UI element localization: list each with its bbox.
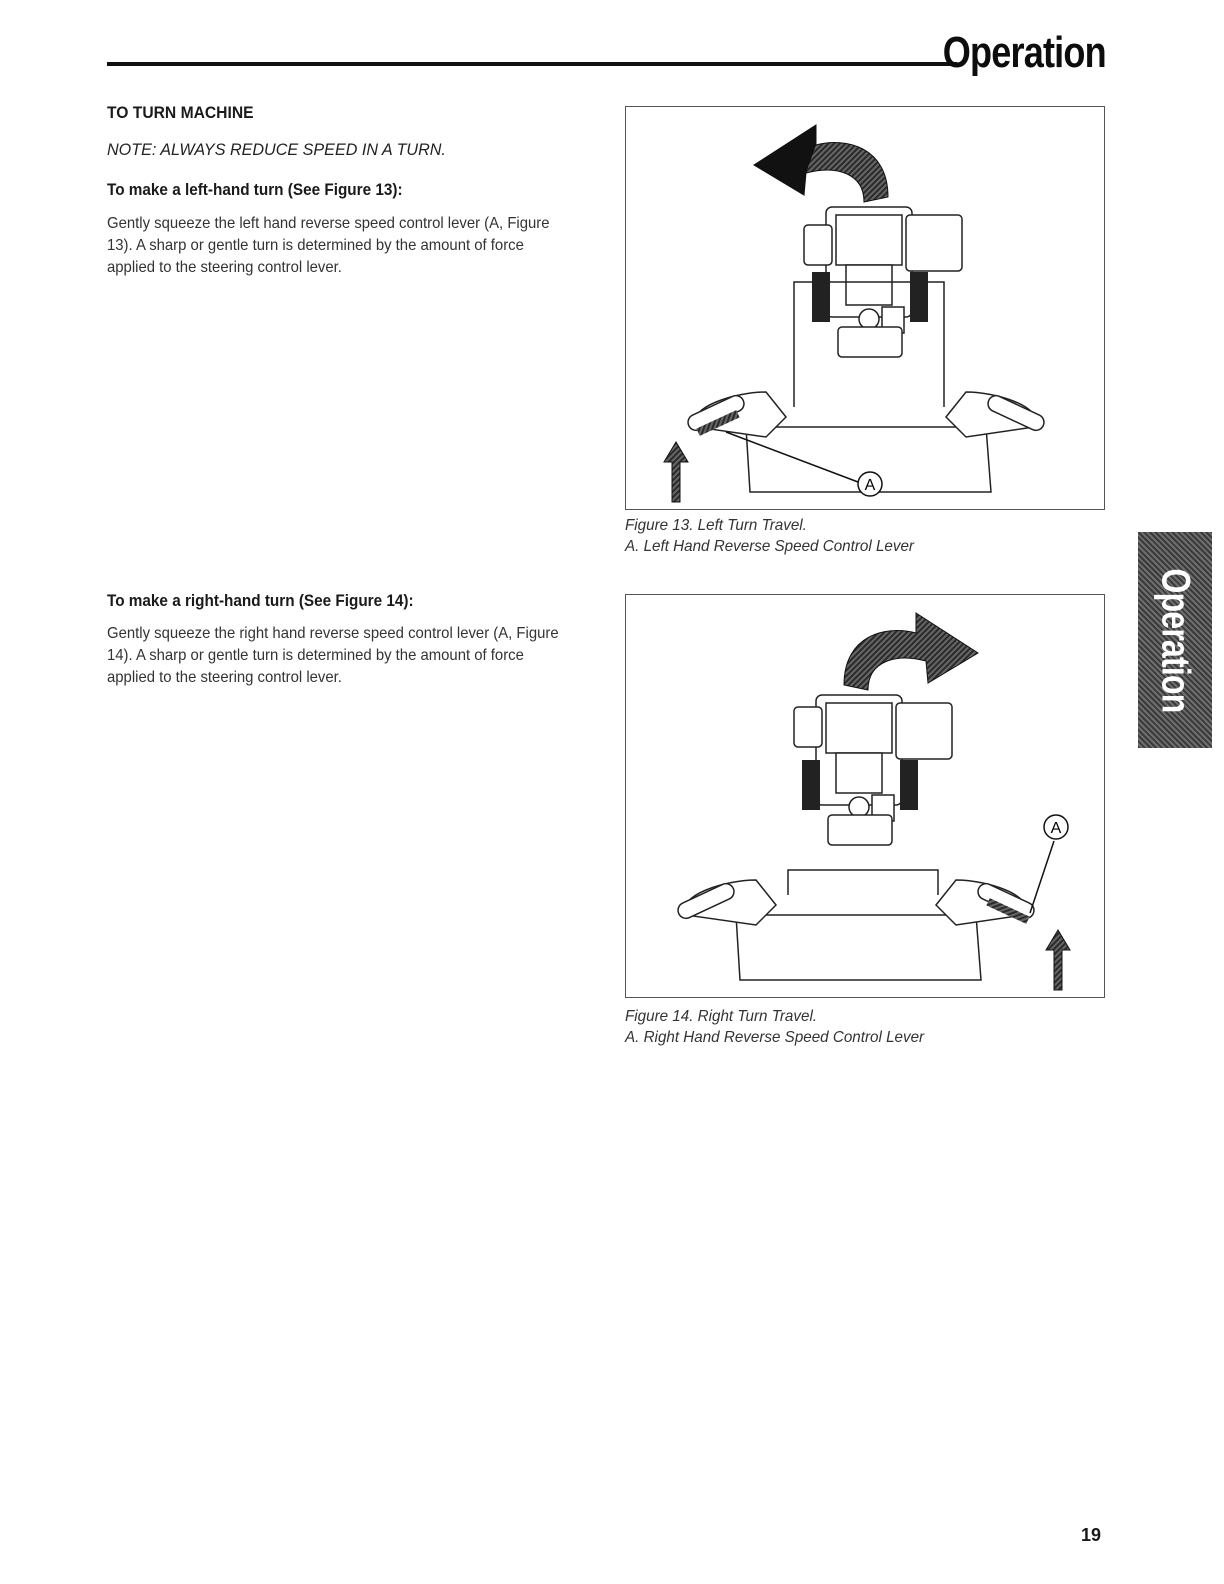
handle-frame <box>675 870 1036 980</box>
up-arrow-icon <box>1046 930 1070 990</box>
page-header-title: Operation <box>942 28 1106 77</box>
right-wheel <box>910 272 928 322</box>
figure-14-legend: A. Right Hand Reverse Speed Control Lever <box>625 1029 925 1046</box>
section-heading: TO TURN MACHINE <box>107 103 254 122</box>
left-turn-body: Gently squeeze the left hand reverse speed control lever (A, Figure 13). A sharp or gentle turn is determined by the amount of force applied to the steering control lever. <box>107 215 550 276</box>
up-arrow-icon <box>664 442 688 502</box>
page-number: 19 <box>1080 1525 1101 1545</box>
right-turn-heading: To make a right-hand turn (See Figure 14): <box>107 591 414 610</box>
callout-label: A <box>864 477 876 494</box>
left-turn-diagram <box>626 107 1104 509</box>
figure-14-caption <box>625 1006 924 1048</box>
left-wheel <box>812 272 830 322</box>
header-rule <box>107 62 957 66</box>
note-text: NOTE: ALWAYS REDUCE SPEED IN A TURN. <box>107 140 446 159</box>
figure-14-illustration <box>625 594 1105 998</box>
callout-label: A <box>1050 820 1062 837</box>
left-turn-heading: To make a left-hand turn (See Figure 13): <box>107 180 403 199</box>
left-wheel <box>802 760 820 810</box>
figure-13-legend: A. Left Hand Reverse Speed Control Lever <box>625 538 914 555</box>
right-turn-diagram <box>626 595 1104 997</box>
figure-14-title: Figure 14. Right Turn Travel. <box>625 1008 818 1025</box>
turn-arrow-icon <box>844 613 978 690</box>
figure-13-title: Figure 13. Left Turn Travel. <box>625 517 807 534</box>
section-side-tab <box>1138 532 1212 748</box>
side-tab-label: Operation <box>1153 568 1198 712</box>
right-wheel <box>900 760 918 810</box>
figure-13-illustration <box>625 106 1105 510</box>
right-turn-body: Gently squeeze the right hand reverse speed control lever (A, Figure 14). A sharp or gentle turn is determined by the amount of force applied to the steering control lever. <box>107 625 559 686</box>
figure-13-caption <box>625 515 914 557</box>
